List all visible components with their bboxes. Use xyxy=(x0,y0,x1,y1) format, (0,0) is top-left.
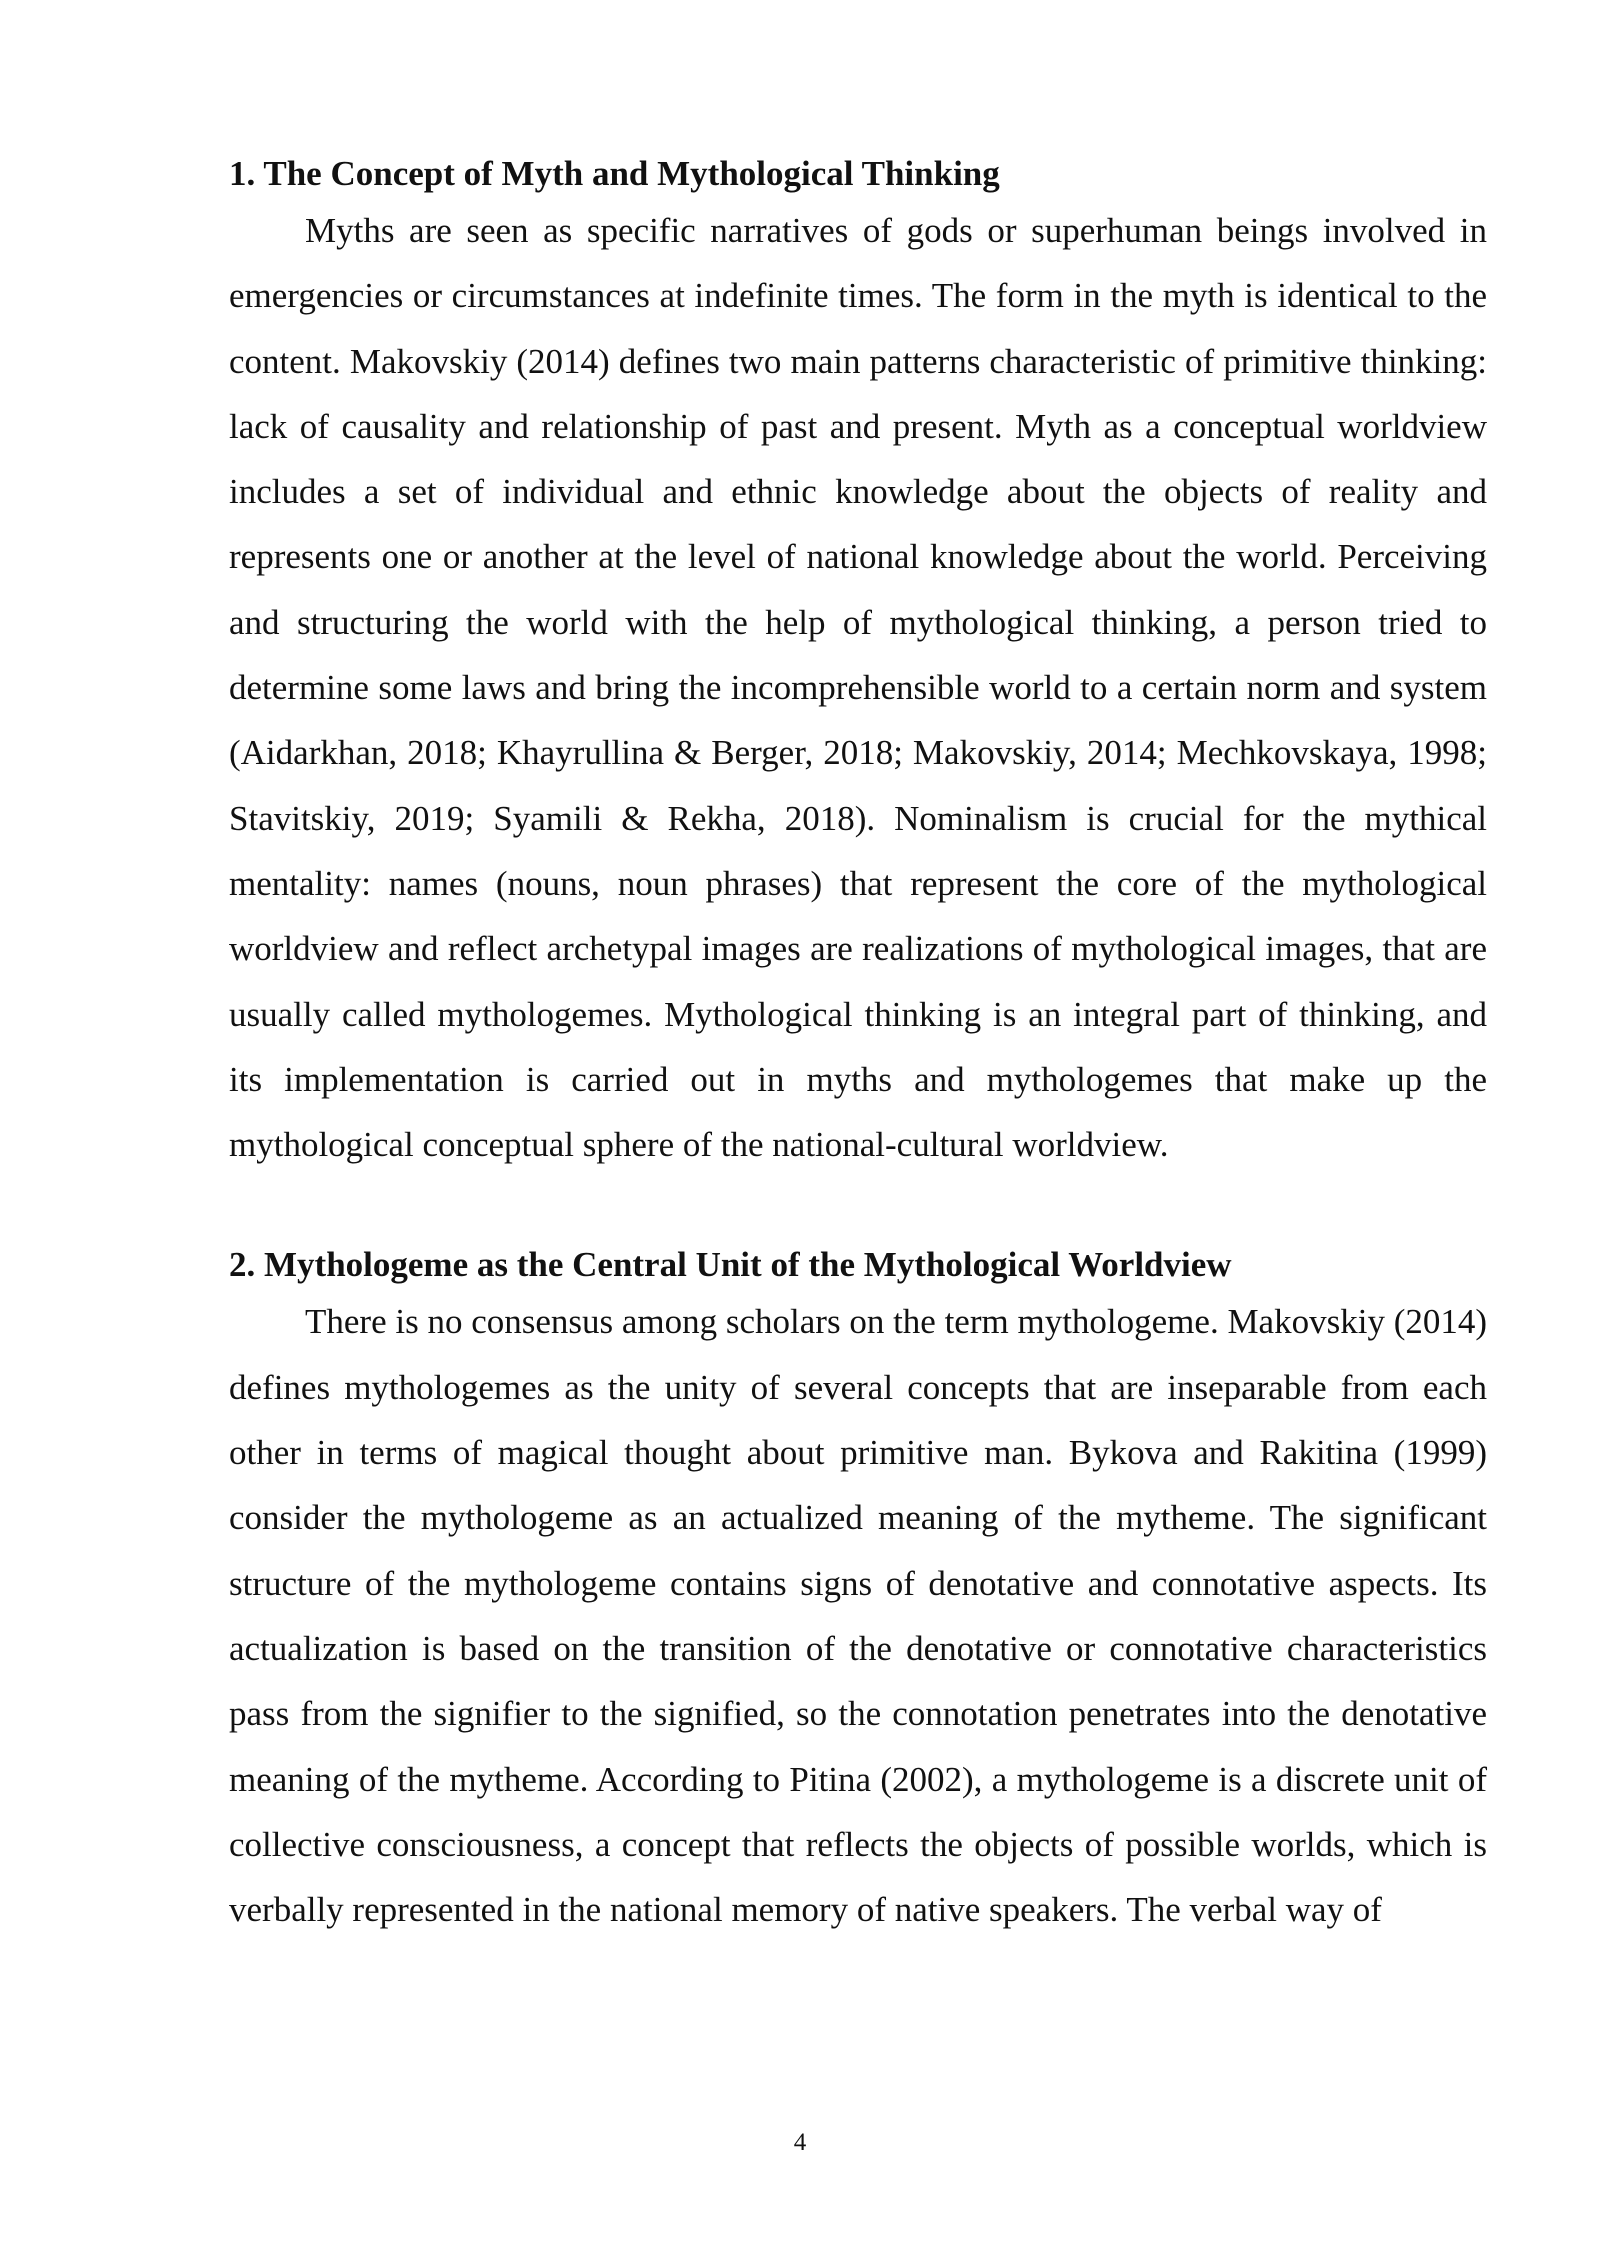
section-2-paragraph: There is no consensus among scholars on the term mythologeme. Makovskiy (2014) defines mythologemes as the unity of several concepts that are inseparable from each other in terms of magical thought about primitive man. Bykova and Rakitina (1999) consider the mythologeme as an actualized meaning of the mytheme. The significant structure of the mythologeme contains signs of denotative and connotative aspects. Its actualization is based on the transition of the denotative or connotative characteristics pass from the signifier to the signified, so the connotation penetrates into the denotative meaning of the mytheme. According to Pitina (2002), a mythologeme is a discrete unit of collective consciousness, a concept that reflects the objects of possible worlds, which is verbally represented in the national memory of native speakers. The verbal way of xyxy=(229,1302,1488,1930)
section-1-paragraph: Myths are seen as specific narratives of gods or superhuman beings involved in emergencies or circumstances at indefinite times. The form in the myth is identical to the content. Makovskiy (2014) defines two main patterns characteristic of primitive thinking: lack of causality and relationship of past and present. Myth as a conceptual worldview includes a set of individual and ethnic knowledge about the objects of reality and represents one or another at the level of national knowledge about the world. Perceiving and structuring the world with the help of mythological thinking, a person tried to determine some laws and bring the incomprehensible world to a certain norm and system (Aidarkhan, 2018; Khayrullina & Berger, 2018; Makovskiy, 2014; Mechkovskaya, 1998; Stavitskiy, 2019; Syamili & Rekha, 2018). Nominalism is crucial for the mythical mentality: names (nouns, noun phrases) that represent the core of the mythological worldview and reflect archetypal images are realizations of mythological images, that are usually called mythologemes. Mythological thinking is an integral part of thinking, and its implementation is carried out in myths and mythologemes that make up the mythological conceptual sphere of the national-cultural worldview. xyxy=(229,211,1487,1165)
section-2-heading: 2. Mythologeme as the Central Unit of the Mythological Worldview xyxy=(229,1245,1232,1285)
document-page xyxy=(229,150,1487,1942)
page-number: 4 xyxy=(793,2129,807,2156)
section-divider-space xyxy=(229,1177,1487,1241)
section-1-heading: 1. The Concept of Myth and Mythological Thinking xyxy=(229,154,1000,193)
